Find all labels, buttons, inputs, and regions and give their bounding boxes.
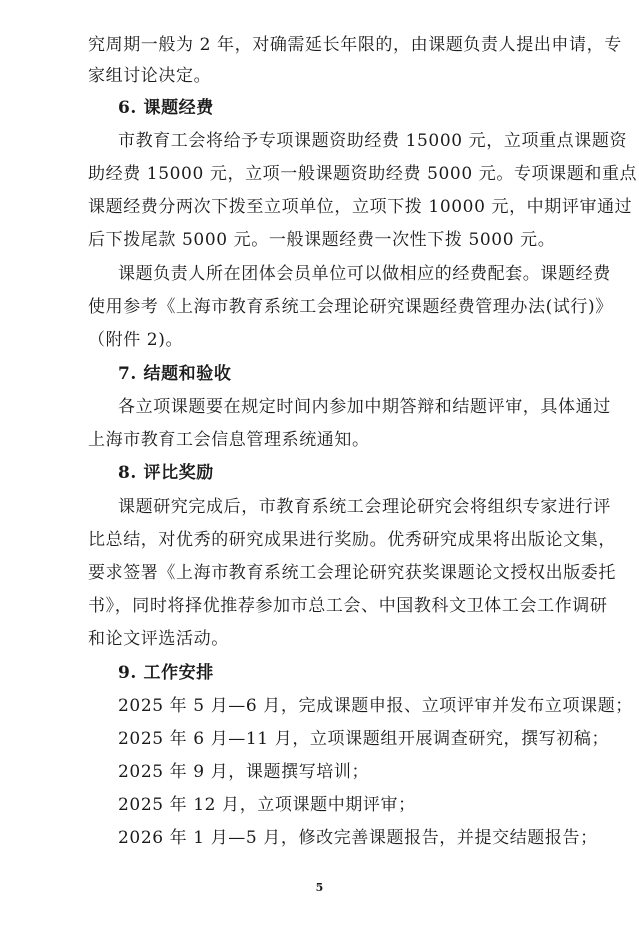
- section-8-para-line-5: 和论文评选活动。: [88, 629, 229, 649]
- section-8-para-line-4: 书》，同时将择优推荐参加市总工会、中国教科文卫体工会工作调研: [88, 596, 608, 616]
- section-7-para-line-2: 上海市教育工会信息管理系统通知。: [88, 430, 370, 450]
- schedule-item: 2025 年 5 月—6 月，完成课题申报、立项评审并发布立项课题；: [118, 696, 633, 716]
- page-number: 5: [315, 881, 324, 894]
- section-9-heading: 9. 工作安排: [118, 663, 214, 683]
- section-6-para2-line-2: 使用参考《上海市教育系统工会理论研究课题经费管理办法(试行)》: [88, 297, 613, 317]
- section-6-para1-line-2: 助经费 15000 元，立项一般课题资助经费 5000 元。专项课题和重点: [88, 164, 638, 184]
- continuation-line-2: 家组讨论决定。: [88, 66, 212, 86]
- schedule-item: 2025 年 12 月，立项课题中期评审；: [118, 795, 416, 815]
- schedule-item: 2026 年 1 月—5 月，修改完善课题报告，并提交结题报告；: [118, 828, 598, 848]
- schedule-item: 2025 年 9 月，课题撰写培训；: [118, 762, 370, 782]
- section-6-para2-line-3: （附件 2)。: [88, 330, 184, 350]
- section-6-para1-line-3: 课题经费分两次下拨至立项单位，立项下拨 10000 元，中期评审通过: [88, 197, 633, 217]
- section-6-para1-line-1: 市教育工会将给予专项课题资助经费 15000 元，立项重点课题资: [118, 131, 628, 151]
- continuation-line-1: 究周期一般为 2 年，对确需延长年限的，由课题负责人提出申请，专: [88, 35, 622, 55]
- section-6-heading: 6. 课题经费: [118, 98, 214, 118]
- section-8-para-line-2: 比总结，对优秀的研究成果进行奖励。优秀研究成果将出版论文集，: [88, 530, 616, 550]
- section-6-para1-line-4: 后下拨尾款 5000 元。一般课题经费一次性下拨 5000 元。: [88, 230, 556, 250]
- section-8-para-line-3: 要求签署《上海市教育系统工会理论研究获奖课题论文授权出版委托: [88, 563, 616, 583]
- section-7-para-line-1: 各立项课题要在规定时间内参加中期答辩和结题评审，具体通过: [118, 397, 611, 417]
- section-7-heading: 7. 结题和验收: [118, 364, 232, 384]
- section-8-heading: 8. 评比奖励: [118, 463, 214, 483]
- section-8-para-line-1: 课题研究完成后，市教育系统工会理论研究会将组织专家进行评: [118, 497, 611, 517]
- section-6-para2-line-1: 课题负责人所在团体会员单位可以做相应的经费配套。课题经费: [118, 264, 611, 284]
- schedule-item: 2025 年 6 月—11 月，立项课题组开展调查研究，撰写初稿；: [118, 729, 610, 749]
